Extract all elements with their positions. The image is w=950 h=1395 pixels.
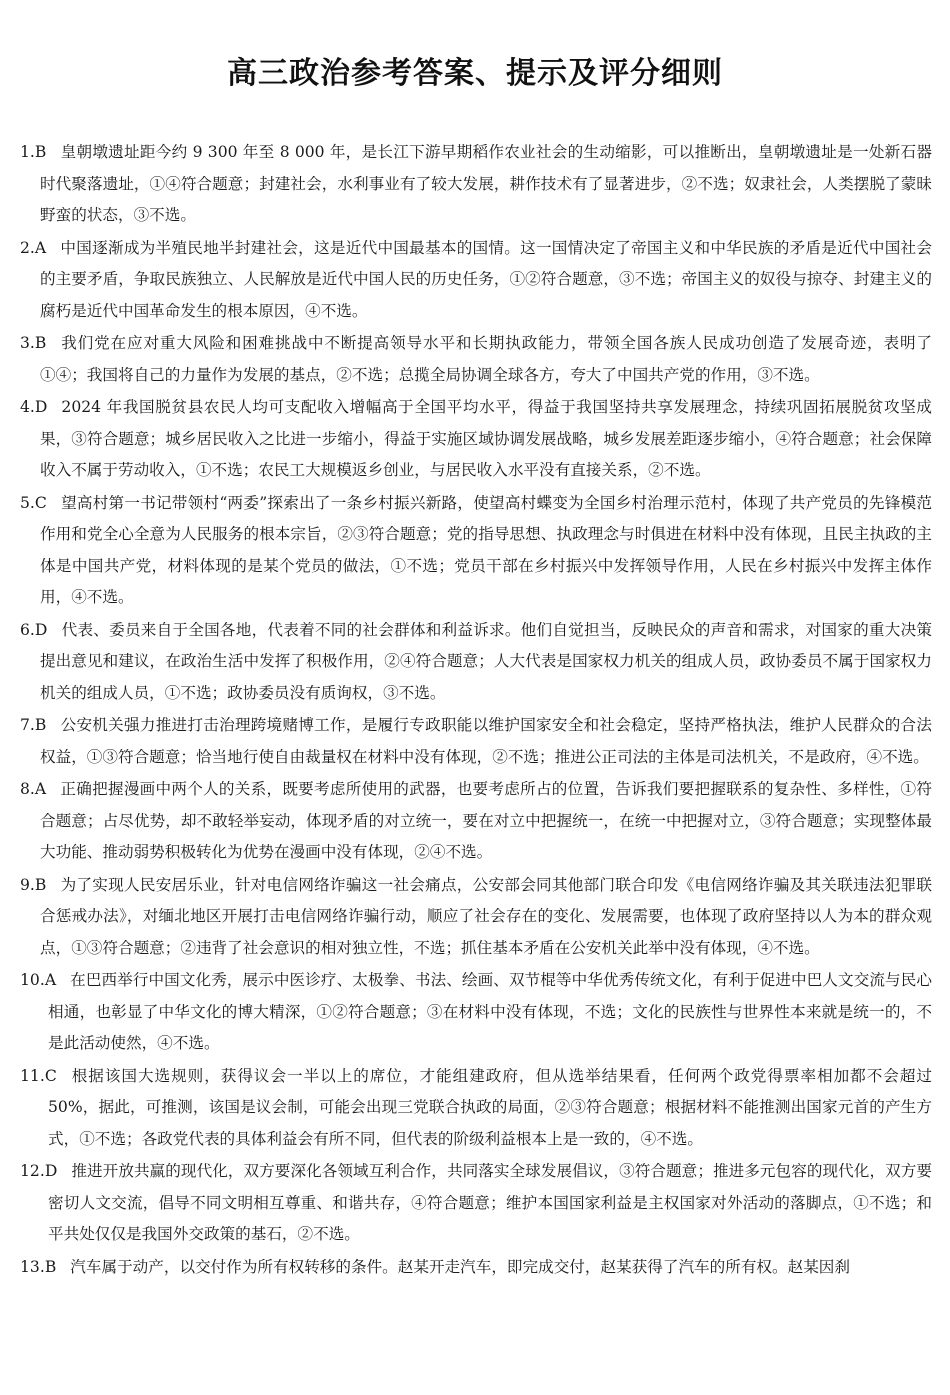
item-answer: B: [44, 1257, 57, 1276]
item-answer: C: [34, 493, 47, 512]
item-number: 13.: [20, 1257, 45, 1276]
item-number: 4.: [20, 398, 35, 416]
item-number: 1.: [20, 143, 35, 161]
item-explanation: 望高村第一书记带领村“两委”探索出了一条乡村振兴新路，使望高村蝶变为全国乡村治理示范村，体现了共产党员的先锋模范作用和党全心全意为人民服务的根本宗旨，②③符合题意；党的指导思想、执政理念与时俱进在材料中没有体现，且民主执政的主体是中国共产党，材料体现的是某个党员的做法，①不选；党员干部在乡村振兴中发挥领导作用，人民在乡村振兴中发挥主体作用，④不选。: [40, 493, 932, 606]
answer-list: [20, 137, 932, 1284]
item-number: 2.: [20, 238, 35, 257]
item-answer: D: [34, 398, 48, 416]
item-explanation: 根据该国大选规则，获得议会一半以上的席位，才能组建政府，但从选举结果看，任何两个政党得票率相加都不会超过 50%，据此，可推测，该国是议会制，可能会出现三党联合执政的局面，②③符合题意；根据材料不能推测出国家元首的产生方式，①不选；各政党代表的具体利益会有所不同，但代表的阶级利益根本上是一致的，④不选。: [48, 1066, 932, 1148]
item-explanation: 代表、委员来自于全国各地，代表着不同的社会群体和利益诉求。他们自觉担当，反映民众的声音和需求，对国家的重大决策提出意见和建议，在政治生活中发挥了积极作用，②④符合题意；人大代表是国家权力机关的组成人员，政协委员不属于国家权力机关的组成人员，①不选；政协委员没有质询权，③不选。: [40, 620, 932, 702]
item-number: 5.: [20, 493, 35, 512]
item-answer: D: [34, 620, 48, 639]
item-number: 11.: [20, 1066, 45, 1085]
item-explanation: 中国逐渐成为半殖民地半封建社会，这是近代中国最基本的国情。这一国情决定了帝国主义和中华民族的矛盾是近代中国社会的主要矛盾，争取民族独立、人民解放是近代中国人民的历史任务，①②符合题意，③不选；帝国主义的奴役与掠夺、封建主义的腐朽是近代中国革命发生的根本原因，④不选。: [40, 238, 932, 320]
item-answer: B: [34, 716, 47, 734]
answer-item-2: [20, 233, 932, 328]
item-answer: A: [44, 971, 57, 989]
answer-item-3: [20, 328, 932, 391]
item-explanation: 为了实现人民安居乐业，针对电信网络诈骗这一社会痛点，公安部会同其他部门联合印发《电信网络诈骗及其关联违法犯罪联合惩戒办法》，对缅北地区开展打击电信网络诈骗行动，顺应了社会存在的变化、发展需要，也体现了政府坚持以人为本的群众观点，①③符合题意；②违背了社会意识的相对独立性，不选；抓住基本矛盾在公安机关此举中没有体现，④不选。: [40, 875, 932, 957]
answer-item-4: [20, 392, 932, 487]
item-answer: B: [34, 143, 47, 161]
item-explanation: 正确把握漫画中两个人的关系，既要考虑所使用的武器，也要考虑所占的位置，告诉我们要把握联系的复杂性、多样性，①符合题意；占尽优势，却不敢轻举妄动，体现矛盾的对立统一，要在对立中把握统一，在统一中把握对立，③符合题意；实现整体最大功能、推动弱势积极转化为优势在漫画中没有体现，②④不选。: [40, 780, 932, 861]
item-number: 8.: [20, 780, 35, 798]
item-explanation: 公安机关强力推进打击治理跨境赌博工作，是履行专政职能以维护国家安全和社会稳定，坚持严格执法，维护人民群众的合法权益，①③符合题意；恰当地行使自由裁量权在材料中没有体现，②不选；推进公正司法的主体是司法机关，不是政府，④不选。: [40, 716, 932, 766]
item-answer: B: [34, 334, 47, 352]
item-explanation: 皇朝墩遗址距今约 9 300 年至 8 000 年，是长江下游早期稻作农业社会的生动缩影，可以推断出，皇朝墩遗址是一处新石器时代聚落遗址，①④符合题意；封建社会，水利事业有了较大发展，耕作技术有了显著进步，②不选；奴隶社会，人类摆脱了蒙昧野蛮的状态，③不选。: [40, 143, 932, 224]
page-title: 高三政治参考答案、提示及评分细则: [227, 56, 723, 91]
item-number: 9.: [20, 875, 35, 894]
item-answer: A: [34, 238, 47, 257]
item-number: 3.: [20, 334, 35, 352]
item-number: 12.: [20, 1162, 45, 1180]
answer-item-1: [20, 137, 932, 232]
item-number: 7.: [20, 716, 35, 734]
answer-item-8: [20, 774, 932, 869]
item-explanation: 在巴西举行中国文化秀，展示中医诊疗、太极拳、书法、绘画、双节棍等中华优秀传统文化，有利于促进中巴人文交流与民心相通，也彰显了中华文化的博大精深，①②符合题意；③在材料中没有体现，不选；文化的民族性与世界性本来就是统一的，不是此活动使然，④不选。: [48, 971, 932, 1052]
answer-item-10: [20, 965, 932, 1060]
answer-item-6: [20, 615, 932, 710]
item-answer: B: [34, 875, 47, 894]
answer-item-13: [20, 1252, 932, 1284]
answer-item-11: [20, 1061, 932, 1156]
item-answer: C: [44, 1066, 57, 1085]
item-number: 6.: [20, 620, 35, 639]
item-explanation: 推进开放共赢的现代化，双方要深化各领域互利合作，共同落实全球发展倡议，③符合题意；推进多元包容的现代化，双方要密切人文交流，倡导不同文明相互尊重、和谐共存，④符合题意；维护本国国家利益是主权国家对外活动的落脚点，①不选；和平共处仅仅是我国外交政策的基石，②不选。: [48, 1162, 932, 1243]
item-answer: A: [34, 780, 47, 798]
item-explanation: 汽车属于动产，以交付作为所有权转移的条件。赵某开走汽车，即完成交付，赵某获得了汽车的所有权。赵某因刹: [70, 1257, 850, 1276]
answer-item-7: [20, 710, 932, 773]
item-number: 10.: [20, 971, 45, 989]
answer-item-5: [20, 488, 932, 614]
item-explanation: 2024 年我国脱贫县农民人均可支配收入增幅高于全国平均水平，得益于我国坚持共享发展理念，持续巩固拓展脱贫攻坚成果，③符合题意；城乡居民收入之比进一步缩小，得益于实施区域协调发展战略，城乡发展差距逐步缩小，④符合题意；社会保障收入不属于劳动收入，①不选；农民工大规模返乡创业，与居民收入水平没有直接关系，②不选。: [40, 398, 932, 479]
answer-item-12: [20, 1156, 932, 1251]
answer-item-9: [20, 870, 932, 965]
item-explanation: 我们党在应对重大风险和困难挑战中不断提高领导水平和长期执政能力，带领全国各族人民成功创造了发展奇迹，表明了①④；我国将自己的力量作为发展的基点，②不选；总揽全局协调全球各方，夸大了中国共产党的作用，③不选。: [40, 334, 932, 384]
item-answer: D: [44, 1162, 58, 1180]
